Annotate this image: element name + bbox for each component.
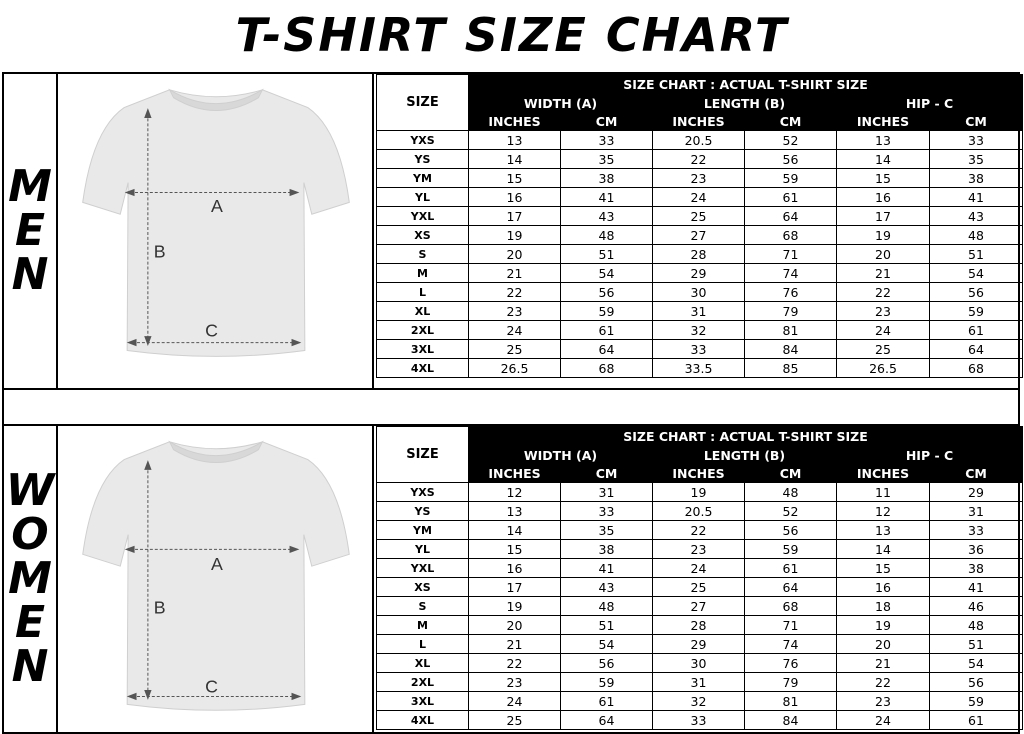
value-cell: 54 — [561, 635, 653, 654]
value-cell: 31 — [561, 483, 653, 502]
value-cell: 46 — [930, 597, 1023, 616]
table-row — [377, 673, 1023, 692]
value-cell: 22 — [469, 283, 561, 302]
table-row — [377, 635, 1023, 654]
size-cell: M — [377, 264, 469, 283]
value-cell: 16 — [469, 559, 561, 578]
value-cell: 68 — [930, 359, 1023, 378]
value-cell: 18 — [837, 597, 930, 616]
size-cell: YXL — [377, 559, 469, 578]
size-header: SIZE — [377, 75, 469, 131]
table-row — [377, 302, 1023, 321]
size-cell: YS — [377, 150, 469, 169]
size-cell: S — [377, 245, 469, 264]
width-header: WIDTH (A) — [469, 94, 653, 113]
size-cell: XL — [377, 302, 469, 321]
value-cell: 21 — [837, 654, 930, 673]
length-header: LENGTH (B) — [653, 446, 837, 465]
value-cell: 31 — [653, 302, 745, 321]
value-cell: 41 — [561, 559, 653, 578]
page-title: T-SHIRT SIZE CHART — [235, 8, 789, 62]
value-cell: 32 — [653, 321, 745, 340]
value-cell: 13 — [469, 502, 561, 521]
value-cell: 15 — [469, 540, 561, 559]
value-cell: 54 — [930, 654, 1023, 673]
size-cell: 2XL — [377, 673, 469, 692]
label-a: A — [211, 554, 223, 575]
value-cell: 64 — [930, 340, 1023, 359]
label-b: B — [153, 241, 166, 262]
value-cell: 32 — [653, 692, 745, 711]
vertical-letter: M — [8, 161, 52, 212]
vertical-letter: W — [5, 465, 55, 516]
value-cell: 22 — [837, 283, 930, 302]
value-cell: 68 — [745, 226, 837, 245]
women-shirt-diagram — [60, 426, 374, 732]
length-header: LENGTH (B) — [653, 94, 837, 113]
value-cell: 16 — [837, 578, 930, 597]
table-row — [377, 521, 1023, 540]
table-row — [377, 359, 1023, 378]
value-cell: 59 — [745, 169, 837, 188]
value-cell: 23 — [837, 692, 930, 711]
value-cell: 35 — [561, 521, 653, 540]
table-row — [377, 616, 1023, 635]
table-row — [377, 578, 1023, 597]
value-cell: 59 — [930, 302, 1023, 321]
size-cell: M — [377, 616, 469, 635]
value-cell: 20 — [469, 616, 561, 635]
value-cell: 14 — [837, 150, 930, 169]
value-cell: 12 — [837, 502, 930, 521]
value-cell: 25 — [653, 207, 745, 226]
men-size-table — [376, 74, 1023, 378]
value-cell: 24 — [653, 188, 745, 207]
size-cell: XS — [377, 226, 469, 245]
cm-header: CM — [745, 465, 837, 483]
value-cell: 43 — [561, 578, 653, 597]
size-cell: XL — [377, 654, 469, 673]
vertical-letter: N — [11, 641, 49, 692]
value-cell: 64 — [561, 340, 653, 359]
value-cell: 68 — [561, 359, 653, 378]
inches-header: INCHES — [653, 113, 745, 131]
value-cell: 48 — [561, 226, 653, 245]
value-cell: 84 — [745, 711, 837, 730]
value-cell: 38 — [930, 169, 1023, 188]
value-cell: 64 — [745, 578, 837, 597]
size-cell: 4XL — [377, 359, 469, 378]
value-cell: 19 — [469, 226, 561, 245]
banner-header: SIZE CHART : ACTUAL T-SHIRT SIZE — [469, 75, 1023, 94]
value-cell: 23 — [837, 302, 930, 321]
inches-header: INCHES — [837, 113, 930, 131]
value-cell: 59 — [561, 302, 653, 321]
value-cell: 61 — [561, 321, 653, 340]
value-cell: 52 — [745, 131, 837, 150]
value-cell: 43 — [930, 207, 1023, 226]
table-row — [377, 540, 1023, 559]
label-b: B — [153, 597, 166, 618]
table-row — [377, 483, 1023, 502]
value-cell: 29 — [653, 635, 745, 654]
table-row — [377, 207, 1023, 226]
value-cell: 29 — [930, 483, 1023, 502]
value-cell: 76 — [745, 654, 837, 673]
vertical-letter: E — [14, 205, 46, 256]
value-cell: 33 — [653, 340, 745, 359]
value-cell: 35 — [561, 150, 653, 169]
value-cell: 25 — [469, 340, 561, 359]
width-header: WIDTH (A) — [469, 446, 653, 465]
table-row — [377, 711, 1023, 730]
value-cell: 24 — [653, 559, 745, 578]
size-cell: YXS — [377, 131, 469, 150]
value-cell: 15 — [837, 559, 930, 578]
value-cell: 48 — [930, 226, 1023, 245]
cm-header: CM — [561, 113, 653, 131]
value-cell: 43 — [561, 207, 653, 226]
value-cell: 33 — [653, 711, 745, 730]
size-cell: L — [377, 283, 469, 302]
value-cell: 17 — [837, 207, 930, 226]
value-cell: 16 — [469, 188, 561, 207]
table-row — [377, 169, 1023, 188]
value-cell: 28 — [653, 245, 745, 264]
value-cell: 19 — [653, 483, 745, 502]
inches-header: INCHES — [837, 465, 930, 483]
size-cell: XS — [377, 578, 469, 597]
cm-header: CM — [930, 465, 1023, 483]
value-cell: 85 — [745, 359, 837, 378]
value-cell: 52 — [745, 502, 837, 521]
table-row — [377, 245, 1023, 264]
value-cell: 22 — [469, 654, 561, 673]
value-cell: 21 — [469, 264, 561, 283]
vertical-letter: M — [8, 553, 52, 604]
value-cell: 71 — [745, 616, 837, 635]
value-cell: 20.5 — [653, 131, 745, 150]
value-cell: 56 — [561, 654, 653, 673]
table-row — [377, 597, 1023, 616]
value-cell: 22 — [653, 521, 745, 540]
value-cell: 38 — [930, 559, 1023, 578]
table-row — [377, 340, 1023, 359]
value-cell: 51 — [930, 245, 1023, 264]
cm-header: CM — [745, 113, 837, 131]
value-cell: 29 — [653, 264, 745, 283]
value-cell: 74 — [745, 264, 837, 283]
value-cell: 25 — [837, 340, 930, 359]
value-cell: 31 — [653, 673, 745, 692]
size-cell: 3XL — [377, 340, 469, 359]
size-cell: 4XL — [377, 711, 469, 730]
size-header: SIZE — [377, 427, 469, 483]
inches-header: INCHES — [469, 465, 561, 483]
value-cell: 19 — [469, 597, 561, 616]
value-cell: 35 — [930, 150, 1023, 169]
value-cell: 24 — [469, 692, 561, 711]
value-cell: 56 — [561, 283, 653, 302]
value-cell: 31 — [930, 502, 1023, 521]
value-cell: 24 — [837, 321, 930, 340]
table-row — [377, 226, 1023, 245]
value-cell: 38 — [561, 540, 653, 559]
table-row — [377, 559, 1023, 578]
value-cell: 41 — [930, 578, 1023, 597]
size-cell: YM — [377, 169, 469, 188]
value-cell: 41 — [561, 188, 653, 207]
label-c: C — [205, 320, 218, 341]
value-cell: 59 — [930, 692, 1023, 711]
size-cell: YL — [377, 540, 469, 559]
value-cell: 36 — [930, 540, 1023, 559]
value-cell: 24 — [469, 321, 561, 340]
value-cell: 48 — [561, 597, 653, 616]
men-section — [2, 72, 1020, 390]
table-row — [377, 188, 1023, 207]
value-cell: 20 — [837, 245, 930, 264]
value-cell: 11 — [837, 483, 930, 502]
value-cell: 61 — [745, 188, 837, 207]
value-cell: 71 — [745, 245, 837, 264]
value-cell: 51 — [561, 616, 653, 635]
men-shirt-diagram — [60, 74, 374, 388]
size-cell: YM — [377, 521, 469, 540]
value-cell: 79 — [745, 673, 837, 692]
size-cell: 2XL — [377, 321, 469, 340]
value-cell: 64 — [745, 207, 837, 226]
value-cell: 23 — [653, 169, 745, 188]
value-cell: 54 — [561, 264, 653, 283]
value-cell: 16 — [837, 188, 930, 207]
table-row — [377, 150, 1023, 169]
tshirt-diagram-image — [60, 426, 372, 732]
table-row — [377, 283, 1023, 302]
value-cell: 15 — [837, 169, 930, 188]
value-cell: 14 — [469, 521, 561, 540]
value-cell: 24 — [837, 711, 930, 730]
value-cell: 41 — [930, 188, 1023, 207]
value-cell: 61 — [930, 711, 1023, 730]
inches-header: INCHES — [653, 465, 745, 483]
value-cell: 33 — [930, 131, 1023, 150]
value-cell: 15 — [469, 169, 561, 188]
value-cell: 21 — [469, 635, 561, 654]
banner-header: SIZE CHART : ACTUAL T-SHIRT SIZE — [469, 427, 1023, 446]
value-cell: 22 — [837, 673, 930, 692]
value-cell: 30 — [653, 654, 745, 673]
cm-header: CM — [930, 113, 1023, 131]
value-cell: 19 — [837, 616, 930, 635]
size-cell: YXS — [377, 483, 469, 502]
value-cell: 56 — [745, 150, 837, 169]
value-cell: 68 — [745, 597, 837, 616]
label-a: A — [211, 196, 223, 217]
section-gap — [2, 390, 1020, 424]
men-vertical-label — [4, 74, 58, 388]
value-cell: 33.5 — [653, 359, 745, 378]
vertical-letter: O — [11, 509, 49, 560]
table-row — [377, 321, 1023, 340]
value-cell: 51 — [561, 245, 653, 264]
value-cell: 19 — [837, 226, 930, 245]
value-cell: 74 — [745, 635, 837, 654]
value-cell: 20 — [469, 245, 561, 264]
value-cell: 26.5 — [837, 359, 930, 378]
value-cell: 23 — [469, 302, 561, 321]
value-cell: 12 — [469, 483, 561, 502]
value-cell: 23 — [653, 540, 745, 559]
women-size-table — [376, 426, 1023, 730]
hip-header: HIP - C — [837, 446, 1023, 465]
table-row — [377, 264, 1023, 283]
table-row — [377, 654, 1023, 673]
women-section — [2, 424, 1020, 734]
value-cell: 61 — [930, 321, 1023, 340]
value-cell: 30 — [653, 283, 745, 302]
value-cell: 64 — [561, 711, 653, 730]
value-cell: 14 — [469, 150, 561, 169]
value-cell: 17 — [469, 207, 561, 226]
size-cell: 3XL — [377, 692, 469, 711]
value-cell: 22 — [653, 150, 745, 169]
value-cell: 56 — [930, 673, 1023, 692]
size-cell: S — [377, 597, 469, 616]
value-cell: 56 — [930, 283, 1023, 302]
size-cell: L — [377, 635, 469, 654]
value-cell: 17 — [469, 578, 561, 597]
value-cell: 13 — [837, 521, 930, 540]
value-cell: 51 — [930, 635, 1023, 654]
value-cell: 61 — [745, 559, 837, 578]
cm-header: CM — [561, 465, 653, 483]
value-cell: 61 — [561, 692, 653, 711]
value-cell: 27 — [653, 597, 745, 616]
size-cell: YL — [377, 188, 469, 207]
value-cell: 25 — [653, 578, 745, 597]
inches-header: INCHES — [469, 113, 561, 131]
value-cell: 33 — [561, 131, 653, 150]
table-row — [377, 692, 1023, 711]
value-cell: 33 — [930, 521, 1023, 540]
value-cell: 26.5 — [469, 359, 561, 378]
value-cell: 14 — [837, 540, 930, 559]
tshirt-diagram-image — [60, 74, 372, 388]
value-cell: 84 — [745, 340, 837, 359]
value-cell: 59 — [745, 540, 837, 559]
value-cell: 21 — [837, 264, 930, 283]
value-cell: 13 — [469, 131, 561, 150]
value-cell: 38 — [561, 169, 653, 188]
vertical-letter: N — [11, 249, 49, 300]
value-cell: 81 — [745, 321, 837, 340]
value-cell: 56 — [745, 521, 837, 540]
value-cell: 33 — [561, 502, 653, 521]
hip-header: HIP - C — [837, 94, 1023, 113]
value-cell: 48 — [745, 483, 837, 502]
label-c: C — [205, 676, 218, 697]
women-vertical-label — [4, 426, 58, 732]
value-cell: 59 — [561, 673, 653, 692]
size-cell: YXL — [377, 207, 469, 226]
value-cell: 79 — [745, 302, 837, 321]
value-cell: 13 — [837, 131, 930, 150]
vertical-letter: E — [14, 597, 46, 648]
table-row — [377, 502, 1023, 521]
value-cell: 81 — [745, 692, 837, 711]
value-cell: 48 — [930, 616, 1023, 635]
value-cell: 76 — [745, 283, 837, 302]
value-cell: 20.5 — [653, 502, 745, 521]
value-cell: 25 — [469, 711, 561, 730]
table-row — [377, 131, 1023, 150]
value-cell: 23 — [469, 673, 561, 692]
value-cell: 28 — [653, 616, 745, 635]
value-cell: 54 — [930, 264, 1023, 283]
value-cell: 27 — [653, 226, 745, 245]
value-cell: 20 — [837, 635, 930, 654]
size-cell: YS — [377, 502, 469, 521]
